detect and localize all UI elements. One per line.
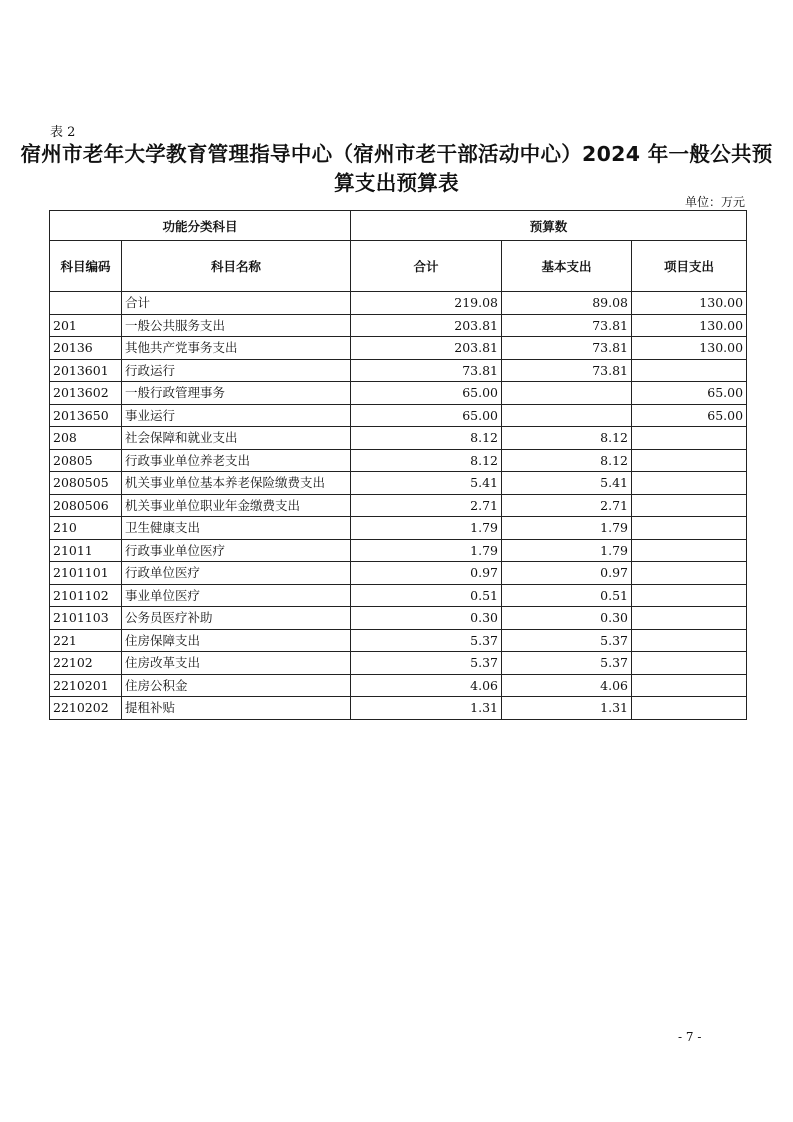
cell-code: 201 bbox=[50, 314, 122, 337]
cell-total: 203.81 bbox=[351, 314, 502, 337]
cell-total: 65.00 bbox=[351, 382, 502, 405]
cell-total: 65.00 bbox=[351, 404, 502, 427]
cell-name: 合计 bbox=[122, 292, 351, 315]
cell-total: 8.12 bbox=[351, 449, 502, 472]
cell-project: 65.00 bbox=[632, 404, 747, 427]
cell-basic: 73.81 bbox=[502, 359, 632, 382]
cell-total: 5.37 bbox=[351, 629, 502, 652]
cell-project bbox=[632, 674, 747, 697]
cell-project bbox=[632, 652, 747, 675]
table-row bbox=[50, 337, 747, 360]
cell-code: 22102 bbox=[50, 652, 122, 675]
table-row bbox=[50, 584, 747, 607]
table-row bbox=[50, 427, 747, 450]
cell-code: 2013650 bbox=[50, 404, 122, 427]
table-row bbox=[50, 472, 747, 495]
cell-total: 219.08 bbox=[351, 292, 502, 315]
cell-project bbox=[632, 449, 747, 472]
cell-project bbox=[632, 697, 747, 720]
cell-name: 行政单位医疗 bbox=[122, 562, 351, 585]
cell-total: 1.79 bbox=[351, 517, 502, 540]
cell-name: 住房保障支出 bbox=[122, 629, 351, 652]
cell-total: 5.41 bbox=[351, 472, 502, 495]
cell-total: 1.31 bbox=[351, 697, 502, 720]
cell-name: 事业单位医疗 bbox=[122, 584, 351, 607]
cell-project bbox=[632, 584, 747, 607]
table-row bbox=[50, 697, 747, 720]
cell-name: 机关事业单位基本养老保险缴费支出 bbox=[122, 472, 351, 495]
cell-basic: 4.06 bbox=[502, 674, 632, 697]
table-header bbox=[50, 211, 747, 292]
cell-total: 73.81 bbox=[351, 359, 502, 382]
cell-code: 210 bbox=[50, 517, 122, 540]
header-total: 合计 bbox=[351, 241, 502, 292]
cell-basic: 8.12 bbox=[502, 427, 632, 450]
cell-basic bbox=[502, 404, 632, 427]
cell-project bbox=[632, 539, 747, 562]
cell-code: 2210201 bbox=[50, 674, 122, 697]
cell-name: 提租补贴 bbox=[122, 697, 351, 720]
cell-code: 20805 bbox=[50, 449, 122, 472]
table-row bbox=[50, 292, 747, 315]
cell-basic: 0.30 bbox=[502, 607, 632, 630]
cell-basic bbox=[502, 382, 632, 405]
cell-project bbox=[632, 517, 747, 540]
cell-code: 2080505 bbox=[50, 472, 122, 495]
table-row bbox=[50, 539, 747, 562]
cell-project bbox=[632, 607, 747, 630]
table-row bbox=[50, 494, 747, 517]
table-row bbox=[50, 652, 747, 675]
cell-name: 住房改革支出 bbox=[122, 652, 351, 675]
cell-total: 0.51 bbox=[351, 584, 502, 607]
table-row bbox=[50, 562, 747, 585]
header-project: 项目支出 bbox=[632, 241, 747, 292]
cell-basic: 1.79 bbox=[502, 539, 632, 562]
cell-code: 2101102 bbox=[50, 584, 122, 607]
cell-project bbox=[632, 562, 747, 585]
page-number: - 7 - bbox=[678, 1030, 702, 1044]
cell-project: 130.00 bbox=[632, 337, 747, 360]
cell-code: 2013602 bbox=[50, 382, 122, 405]
table-row bbox=[50, 607, 747, 630]
cell-name: 公务员医疗补助 bbox=[122, 607, 351, 630]
cell-total: 8.12 bbox=[351, 427, 502, 450]
cell-name: 事业运行 bbox=[122, 404, 351, 427]
table-row bbox=[50, 359, 747, 382]
table-row bbox=[50, 629, 747, 652]
cell-project bbox=[632, 359, 747, 382]
table-row bbox=[50, 449, 747, 472]
cell-code: 2080506 bbox=[50, 494, 122, 517]
cell-basic: 5.41 bbox=[502, 472, 632, 495]
cell-total: 0.30 bbox=[351, 607, 502, 630]
cell-total: 5.37 bbox=[351, 652, 502, 675]
cell-code: 21011 bbox=[50, 539, 122, 562]
cell-basic: 0.97 bbox=[502, 562, 632, 585]
cell-code: 2013601 bbox=[50, 359, 122, 382]
cell-name: 卫生健康支出 bbox=[122, 517, 351, 540]
cell-code: 208 bbox=[50, 427, 122, 450]
header-budget-group: 预算数 bbox=[351, 211, 747, 241]
cell-total: 0.97 bbox=[351, 562, 502, 585]
cell-basic: 89.08 bbox=[502, 292, 632, 315]
cell-project: 130.00 bbox=[632, 292, 747, 315]
table-row bbox=[50, 314, 747, 337]
cell-code: 2210202 bbox=[50, 697, 122, 720]
cell-project bbox=[632, 427, 747, 450]
budget-table bbox=[49, 210, 747, 720]
header-name: 科目名称 bbox=[122, 241, 351, 292]
cell-project bbox=[632, 629, 747, 652]
header-code: 科目编码 bbox=[50, 241, 122, 292]
cell-name: 一般行政管理事务 bbox=[122, 382, 351, 405]
page-title: 宿州市老年大学教育管理指导中心（宿州市老干部活动中心）2024 年一般公共预算支出预算表 bbox=[20, 142, 773, 195]
cell-code bbox=[50, 292, 122, 315]
cell-name: 行政运行 bbox=[122, 359, 351, 382]
cell-name: 行政事业单位医疗 bbox=[122, 539, 351, 562]
cell-total: 4.06 bbox=[351, 674, 502, 697]
cell-name: 社会保障和就业支出 bbox=[122, 427, 351, 450]
cell-name: 住房公积金 bbox=[122, 674, 351, 697]
cell-project: 130.00 bbox=[632, 314, 747, 337]
cell-code: 2101101 bbox=[50, 562, 122, 585]
table-label: 表 2 bbox=[50, 125, 76, 140]
cell-name: 机关事业单位职业年金缴费支出 bbox=[122, 494, 351, 517]
cell-basic: 1.31 bbox=[502, 697, 632, 720]
cell-name: 行政事业单位养老支出 bbox=[122, 449, 351, 472]
table-body bbox=[50, 292, 747, 720]
cell-code: 20136 bbox=[50, 337, 122, 360]
table-row bbox=[50, 382, 747, 405]
cell-project: 65.00 bbox=[632, 382, 747, 405]
cell-code: 2101103 bbox=[50, 607, 122, 630]
table-row bbox=[50, 674, 747, 697]
header-function-group: 功能分类科目 bbox=[50, 211, 351, 241]
cell-name: 一般公共服务支出 bbox=[122, 314, 351, 337]
cell-basic: 5.37 bbox=[502, 652, 632, 675]
unit-label: 单位：万元 bbox=[684, 195, 745, 209]
cell-basic: 1.79 bbox=[502, 517, 632, 540]
cell-code: 221 bbox=[50, 629, 122, 652]
cell-total: 2.71 bbox=[351, 494, 502, 517]
cell-basic: 8.12 bbox=[502, 449, 632, 472]
table-row bbox=[50, 517, 747, 540]
header-group-row bbox=[50, 211, 747, 241]
header-column-row bbox=[50, 241, 747, 292]
cell-project bbox=[632, 472, 747, 495]
cell-basic: 73.81 bbox=[502, 337, 632, 360]
cell-basic: 5.37 bbox=[502, 629, 632, 652]
cell-name: 其他共产党事务支出 bbox=[122, 337, 351, 360]
cell-project bbox=[632, 494, 747, 517]
table-row bbox=[50, 404, 747, 427]
cell-basic: 73.81 bbox=[502, 314, 632, 337]
cell-basic: 0.51 bbox=[502, 584, 632, 607]
cell-total: 1.79 bbox=[351, 539, 502, 562]
header-basic: 基本支出 bbox=[502, 241, 632, 292]
cell-total: 203.81 bbox=[351, 337, 502, 360]
cell-basic: 2.71 bbox=[502, 494, 632, 517]
